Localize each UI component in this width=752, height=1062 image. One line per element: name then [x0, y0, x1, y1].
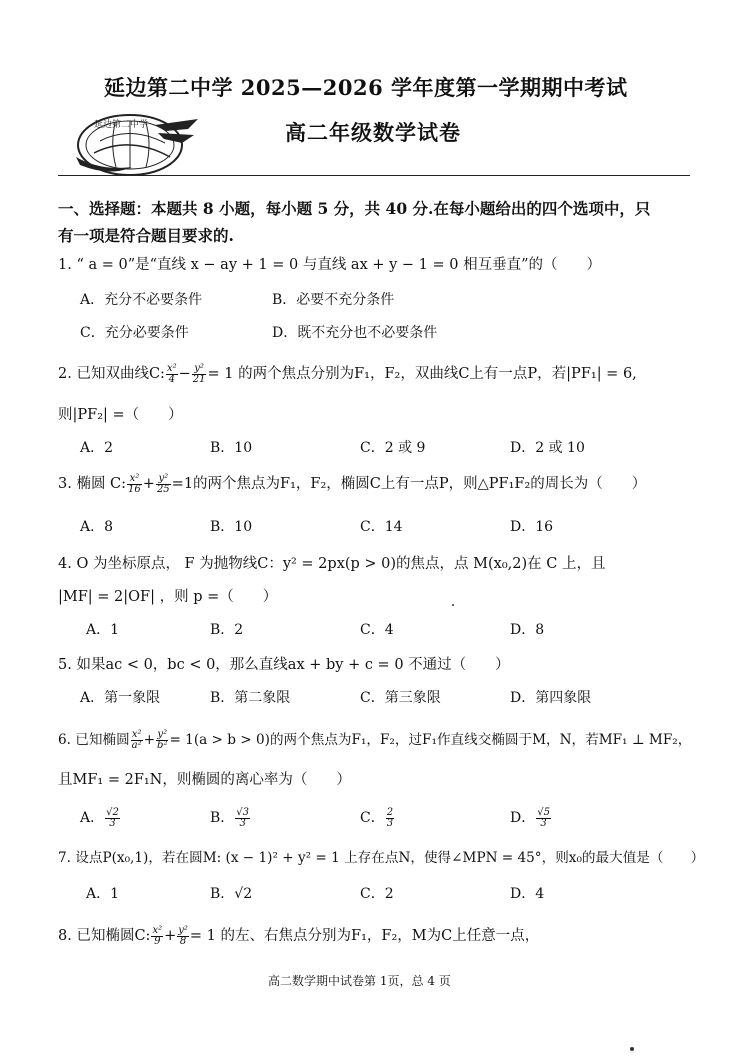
question-6-stem-c: 且MF₁ = 2F₁N，则椭圆的离心率为（ ） — [58, 772, 351, 788]
question-1-option-a: A．充分不必要条件 — [80, 292, 203, 308]
question-6-option-b: B． $\frac{√3}{3}$ — [210, 806, 250, 829]
scan-speck — [452, 604, 454, 606]
page-footer: 高二数学期中试卷第 1页，总 4 页 — [268, 974, 451, 988]
question-2-option-c: C．2 或 9 — [360, 440, 426, 456]
question-2-option-b: B．10 — [210, 440, 253, 456]
question-2-frac-2: $\frac{\text{y²}}{21}$ — [192, 362, 206, 385]
exam-subtitle: 高二年级数学试卷 — [285, 120, 461, 145]
question-6-frac-1: $\frac{\text{x²}}{\text{a²}}$ — [131, 729, 142, 751]
question-3-option-a: A．8 — [80, 519, 114, 535]
question-5-option-d: D．第四象限 — [510, 690, 592, 706]
question-2-frac-1: $\frac{\text{x²}}{4}$ — [166, 362, 177, 385]
question-7-option-d: D．4 — [510, 886, 545, 902]
section-heading-line2: 有一项是符合题目要求的. — [58, 226, 234, 245]
question-6-option-c: C． $\frac{2}{3}$ — [360, 806, 394, 829]
question-1-option-d: D．既不充分也不必要条件 — [272, 325, 438, 341]
question-6-stem: 6. 已知椭圆 $\frac{\text{x²}}{\text{a²}}$ + $\frac{\text{y²}}{\text{b²}}$ = 1(a > b > 0)的两个焦点为F₁，F₂，过F₁作直线交椭圆于M，N，若MF₁ ⊥ MF₂， — [58, 729, 692, 751]
question-1-option-c: C．充分必要条件 — [80, 325, 189, 341]
question-1-stem: 1. “ a = 0”是“直线 x − ay + 1 = 0 与直线 ax + y − 1 = 0 相互垂直”的（ ） — [58, 257, 602, 273]
question-8-frac-1: $\frac{\text{x²}}{9}$ — [152, 924, 163, 947]
section-heading-line1: 一、选择题：本题共 8 小题，每小题 5 分，共 40 分.在每小题给出的四个选项中，只 — [58, 199, 651, 218]
question-8-stem: 8. 已知椭圆C: $\frac{\text{x²}}{9}$ + $\frac{\text{y²}}{8}$ = 1 的左、右焦点分别为F₁，F₂，M为C上任意一点， — [58, 924, 540, 947]
question-3-stem: 3. 椭圆 C: $\frac{\text{x²}}{16}$ + $\frac{\text{y²}}{25}$ =1的两个焦点为F₁，F₂，椭圆C上有一点P，则△PF₁F₂的周长为（ ） — [58, 472, 647, 495]
header-divider — [58, 175, 690, 176]
question-2-stem-b: = 1 的两个焦点分别为F₁，F₂，双曲线C上有一点P，若|PF₁| = 6, — [207, 366, 637, 382]
question-4-option-c: C．4 — [360, 622, 394, 638]
question-5-option-b: B．第二象限 — [210, 690, 291, 706]
question-6-option-d: D． $\frac{√5}{3}$ — [510, 806, 550, 829]
question-6-option-a: A． $\frac{√2}{3}$ — [80, 806, 119, 829]
question-5-option-c: C．第三象限 — [360, 690, 441, 706]
question-4-stem-c: |MF| = 2|OF| ，则 p =（ ） — [58, 589, 278, 605]
question-8-frac-2: $\frac{\text{y²}}{8}$ — [178, 924, 188, 947]
question-2-option-d: D．2 或 10 — [510, 440, 585, 456]
question-4-option-d: D．8 — [510, 622, 545, 638]
question-3-frac-1: $\frac{\text{x²}}{16}$ — [128, 472, 141, 495]
question-7-stem: 7. 设点P(x₀,1)，若在圆M: (x − 1)² + y² = 1 上存在点N，使得∠MPN = 45°，则x₀的最大值是（ ） — [58, 850, 705, 866]
question-3-frac-2: $\frac{\text{y²}}{25}$ — [156, 472, 170, 495]
scan-mark — [630, 1047, 634, 1051]
question-2-option-a: A．2 — [80, 440, 114, 456]
question-3-option-b: B．10 — [210, 519, 253, 535]
question-3-option-c: C．14 — [360, 519, 403, 535]
question-4-option-a: A．1 — [86, 622, 120, 638]
question-2-stem-c: 则|PF₂| =（ ） — [58, 407, 183, 423]
question-7-option-a: A．1 — [86, 886, 120, 902]
question-3-option-d: D．16 — [510, 519, 554, 535]
question-5-option-a: A．第一象限 — [80, 690, 161, 706]
question-2-stem: 2. 已知双曲线C: $\frac{\text{x²}}{4}$ − $\frac{\text{y²}}{21}$ = 1 的两个焦点分别为F₁，F₂，双曲线C上有一点P，若|PF₁| = 6, — [58, 362, 637, 385]
logo-text: 延边第二中学 — [94, 120, 149, 130]
question-6-frac-2: $\frac{\text{y²}}{\text{b²}}$ — [157, 729, 168, 751]
question-5-stem: 5. 如果ac < 0，bc < 0，那么直线ax + by + c = 0 不通过（ ） — [58, 657, 510, 673]
question-7-option-c: C．2 — [360, 886, 394, 902]
question-4-stem: 4. O 为坐标原点， F 为抛物线C：y² = 2px(p > 0)的焦点，点 M(x₀,2)在 C 上，且 — [58, 556, 606, 572]
question-2-stem-a: 2. 已知双曲线C: — [58, 366, 165, 382]
question-1-option-b: B．必要不充分条件 — [272, 292, 395, 308]
exam-title: 延边第二中学 2025—2026 学年度第一学期期中考试 — [104, 75, 628, 100]
question-4-option-b: B．2 — [210, 622, 244, 638]
question-7-option-b: B．√2 — [210, 886, 253, 902]
